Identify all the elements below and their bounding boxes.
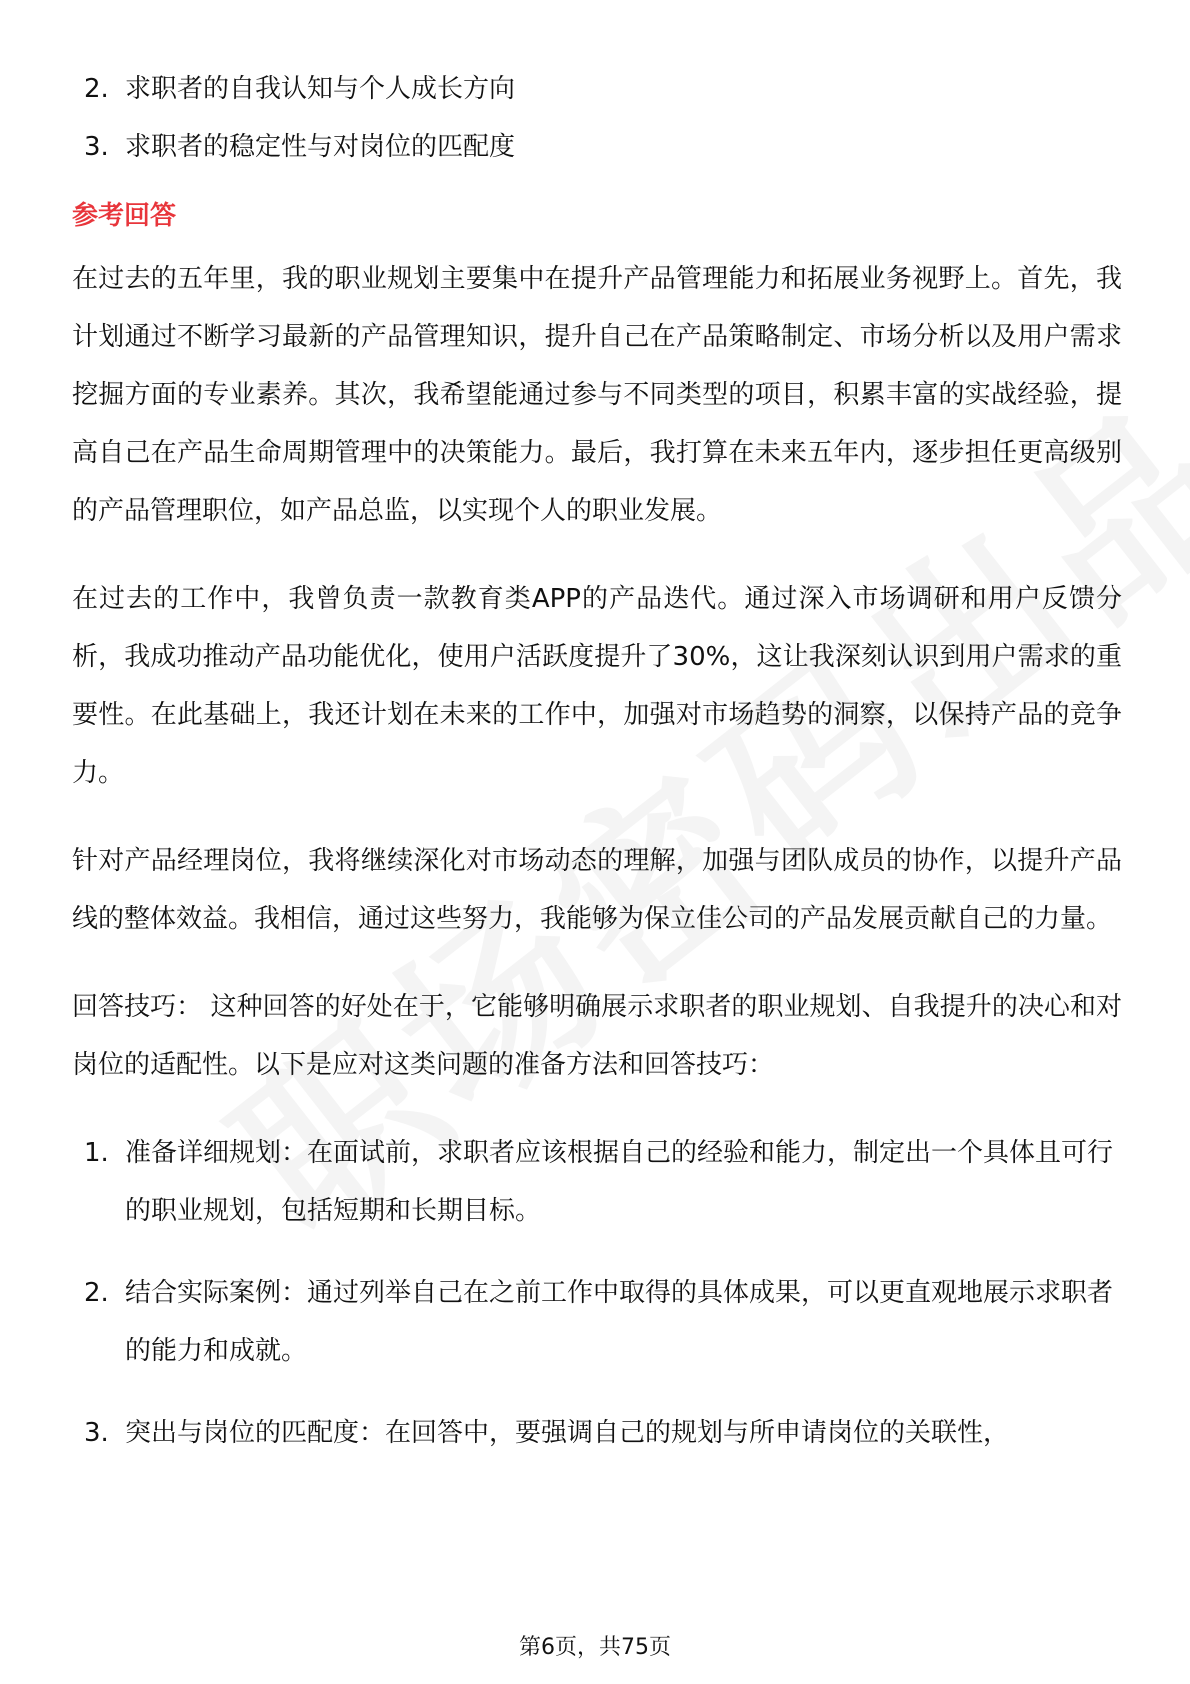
list-text: 准备详细规划：在面试前，求职者应该根据自己的经验和能力，制定出一个具体且可行的职业规划，包括短期和长期目标。 bbox=[125, 1138, 1114, 1226]
list-item bbox=[72, 1124, 1122, 1240]
list-text: 求职者的稳定性与对岗位的匹配度 bbox=[125, 132, 516, 162]
list-text: 求职者的自我认知与个人成长方向 bbox=[125, 74, 516, 104]
page-content bbox=[72, 60, 1122, 1486]
tips-list bbox=[72, 1124, 1122, 1462]
list-item bbox=[72, 60, 1122, 118]
list-item bbox=[72, 1404, 1122, 1462]
list-number: 1. bbox=[84, 1138, 109, 1168]
answer-paragraph: 在过去的五年里，我的职业规划主要集中在提升产品管理能力和拓展业务视野上。首先，我计划通过不断学习最新的产品管理知识，提升自己在产品策略制定、市场分析以及用户需求挖掘方面的专业素养。其次，我希望能通过参与不同类型的项目，积累丰富的实战经验，提高自己在产品生命周期管理中的决策能力。最后，我打算在未来五年内，逐步担任更高级别的产品管理职位，如产品总监，以实现个人的职业发展。 bbox=[72, 264, 1122, 526]
list-number: 2. bbox=[84, 1278, 109, 1308]
section-title: 参考回答 bbox=[72, 201, 177, 231]
list-item bbox=[72, 118, 1122, 176]
list-text: 结合实际案例：通过列举自己在之前工作中取得的具体成果，可以更直观地展示求职者的能力和成就。 bbox=[125, 1278, 1114, 1366]
answer-paragraph: 针对产品经理岗位，我将继续深化对市场动态的理解，加强与团队成员的协作，以提升产品线的整体效益。我相信，通过这些努力，我能够为保立佳公司的产品发展贡献自己的力量。 bbox=[72, 846, 1122, 934]
list-text: 突出与岗位的匹配度：在回答中，要强调自己的规划与所申请岗位的关联性， bbox=[125, 1418, 1010, 1448]
list-item bbox=[72, 1264, 1122, 1380]
page-footer: 第6页，共75页 bbox=[519, 1635, 671, 1660]
list-number: 3. bbox=[84, 132, 109, 162]
list-number: 2. bbox=[84, 74, 109, 104]
question-focus-list bbox=[72, 60, 1122, 176]
list-number: 3. bbox=[84, 1418, 109, 1448]
answer-paragraph: 在过去的工作中，我曾负责一款教育类APP的产品迭代。通过深入市场调研和用户反馈分析，我成功推动产品功能优化，使用户活跃度提升了30%，这让我深刻认识到用户需求的重要性。在此基础上，我还计划在未来的工作中，加强对市场趋势的洞察，以保持产品的竞争力。 bbox=[72, 584, 1122, 788]
tips-intro-paragraph: 回答技巧： 这种回答的好处在于，它能够明确展示求职者的职业规划、自我提升的决心和对岗位的适配性。以下是应对这类问题的准备方法和回答技巧： bbox=[72, 992, 1122, 1080]
